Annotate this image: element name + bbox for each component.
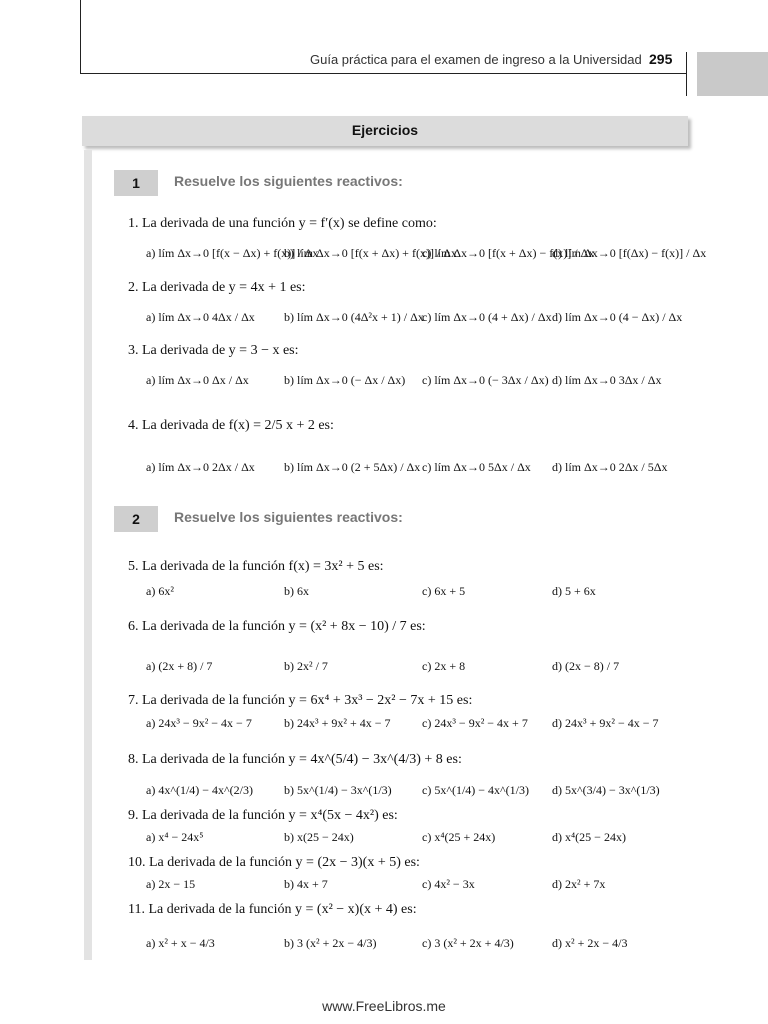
question-8: 8. La derivada de la función y = 4x^(5/4) − 3x^(4/3) + 8 es: [128,752,462,767]
q5-option-d: d) 5 + 6x [552,584,596,598]
q1-option-b: b) lím Δx→0 [f(x + Δx) + f(x)] / Δx [284,246,457,260]
question-3: 3. La derivada de y = 3 − x es: [128,343,299,358]
question-1: 1. La derivada de una función y = f′(x) se define como: [128,216,437,231]
question-5: 5. La derivada de la función f(x) = 3x² + 5 es: [128,559,384,574]
q4-option-c: c) lím Δx→0 5Δx / Δx [422,460,531,474]
q11-option-d: d) x² + 2x − 4/3 [552,936,628,950]
q3-option-b: b) lím Δx→0 (− Δx / Δx) [284,373,406,387]
question-4: 4. La derivada de f(x) = 2/5 x + 2 es: [128,418,334,433]
header-page-tab [697,52,768,96]
q10-option-b: b) 4x + 7 [284,877,328,891]
q11-option-c: c) 3 (x² + 2x + 4/3) [422,936,514,950]
question-2: 2. La derivada de y = 4x + 1 es: [128,280,306,295]
q4-option-b: b) lím Δx→0 (2 + 5Δx) / Δx [284,460,421,474]
q1-option-c: c) lím Δx→0 [f(x + Δx) − f(x)] / Δx [422,246,595,260]
q4-option-a: a) lím Δx→0 2Δx / Δx [146,460,255,474]
footer-watermark-link[interactable]: www.FreeLibros.me [322,998,446,1014]
q7-option-b: b) 24x³ + 9x² + 4x − 7 [284,716,391,730]
question-10: 10. La derivada de la función y = (2x − 3)(x + 5) es: [128,855,420,870]
q6-option-c: c) 2x + 8 [422,659,466,673]
section-title: Resuelve los siguientes reactivos: [174,509,403,525]
q8-option-c: c) 5x^(1/4) − 4x^(1/3) [422,783,530,797]
q11-option-b: b) 3 (x² + 2x − 4/3) [284,936,377,950]
q10-option-a: a) 2x − 15 [146,877,196,891]
exercises-band [82,116,688,146]
q8-option-d: d) 5x^(3/4) − 3x^(1/3) [552,783,660,797]
q9-option-b: b) x(25 − 24x) [284,830,354,844]
q6-option-a: a) (2x + 8) / 7 [146,659,213,673]
left-margin-bar [84,150,92,960]
q9-option-a: a) x⁴ − 24x⁵ [146,830,204,844]
q1-option-a: a) lím Δx→0 [f(x − Δx) + f(x)] / Δx [146,246,319,260]
section-number: 1 [114,170,158,196]
question-9: 9. La derivada de la función y = x⁴(5x − 4x²) es: [128,808,398,823]
page-number: 295 [649,51,673,67]
header-rule-horizontal [80,73,687,74]
section-number: 2 [114,506,158,532]
question-11: 11. La derivada de la función y = (x² − x)(x + 4) es: [128,902,417,917]
q2-option-d: d) lím Δx→0 (4 − Δx) / Δx [552,310,683,324]
q6-option-b: b) 2x² / 7 [284,659,328,673]
q10-option-c: c) 4x² − 3x [422,877,475,891]
running-header: Guía práctica para el examen de ingreso a la Universidad [310,52,642,67]
q8-option-b: b) 5x^(1/4) − 3x^(1/3) [284,783,392,797]
q11-option-a: a) x² + x − 4/3 [146,936,215,950]
q9-option-c: c) x⁴(25 + 24x) [422,830,496,844]
q4-option-d: d) lím Δx→0 2Δx / 5Δx [552,460,668,474]
q7-option-d: d) 24x³ + 9x² − 4x − 7 [552,716,659,730]
q1-option-d: d) lím Δx→0 [f(Δx) − f(x)] / Δx [552,246,707,260]
q3-option-d: d) lím Δx→0 3Δx / Δx [552,373,662,387]
q8-option-a: a) 4x^(1/4) − 4x^(2/3) [146,783,254,797]
q5-option-b: b) 6x [284,584,309,598]
q10-option-d: d) 2x² + 7x [552,877,606,891]
q5-option-a: a) 6x² [146,584,174,598]
q5-option-c: c) 6x + 5 [422,584,466,598]
question-6: 6. La derivada de la función y = (x² + 8x − 10) / 7 es: [128,619,426,634]
q2-option-c: c) lím Δx→0 (4 + Δx) / Δx [422,310,552,324]
q7-option-c: c) 24x³ − 9x² − 4x + 7 [422,716,528,730]
question-7: 7. La derivada de la función y = 6x⁴ + 3x³ − 2x² − 7x + 15 es: [128,693,473,708]
q9-option-d: d) x⁴(25 − 24x) [552,830,626,844]
q6-option-d: d) (2x − 8) / 7 [552,659,620,673]
section-title: Resuelve los siguientes reactivos: [174,173,403,189]
header-rule-vertical [80,0,81,74]
q7-option-a: a) 24x³ − 9x² − 4x − 7 [146,716,252,730]
q3-option-a: a) lím Δx→0 Δx / Δx [146,373,249,387]
exercises-title: Ejercicios [351,122,419,138]
header-rule-page [686,52,687,96]
q2-option-a: a) lím Δx→0 4Δx / Δx [146,310,255,324]
q3-option-c: c) lím Δx→0 (− 3Δx / Δx) [422,373,549,387]
q2-option-b: b) lím Δx→0 (4Δ²x + 1) / Δx [284,310,424,324]
